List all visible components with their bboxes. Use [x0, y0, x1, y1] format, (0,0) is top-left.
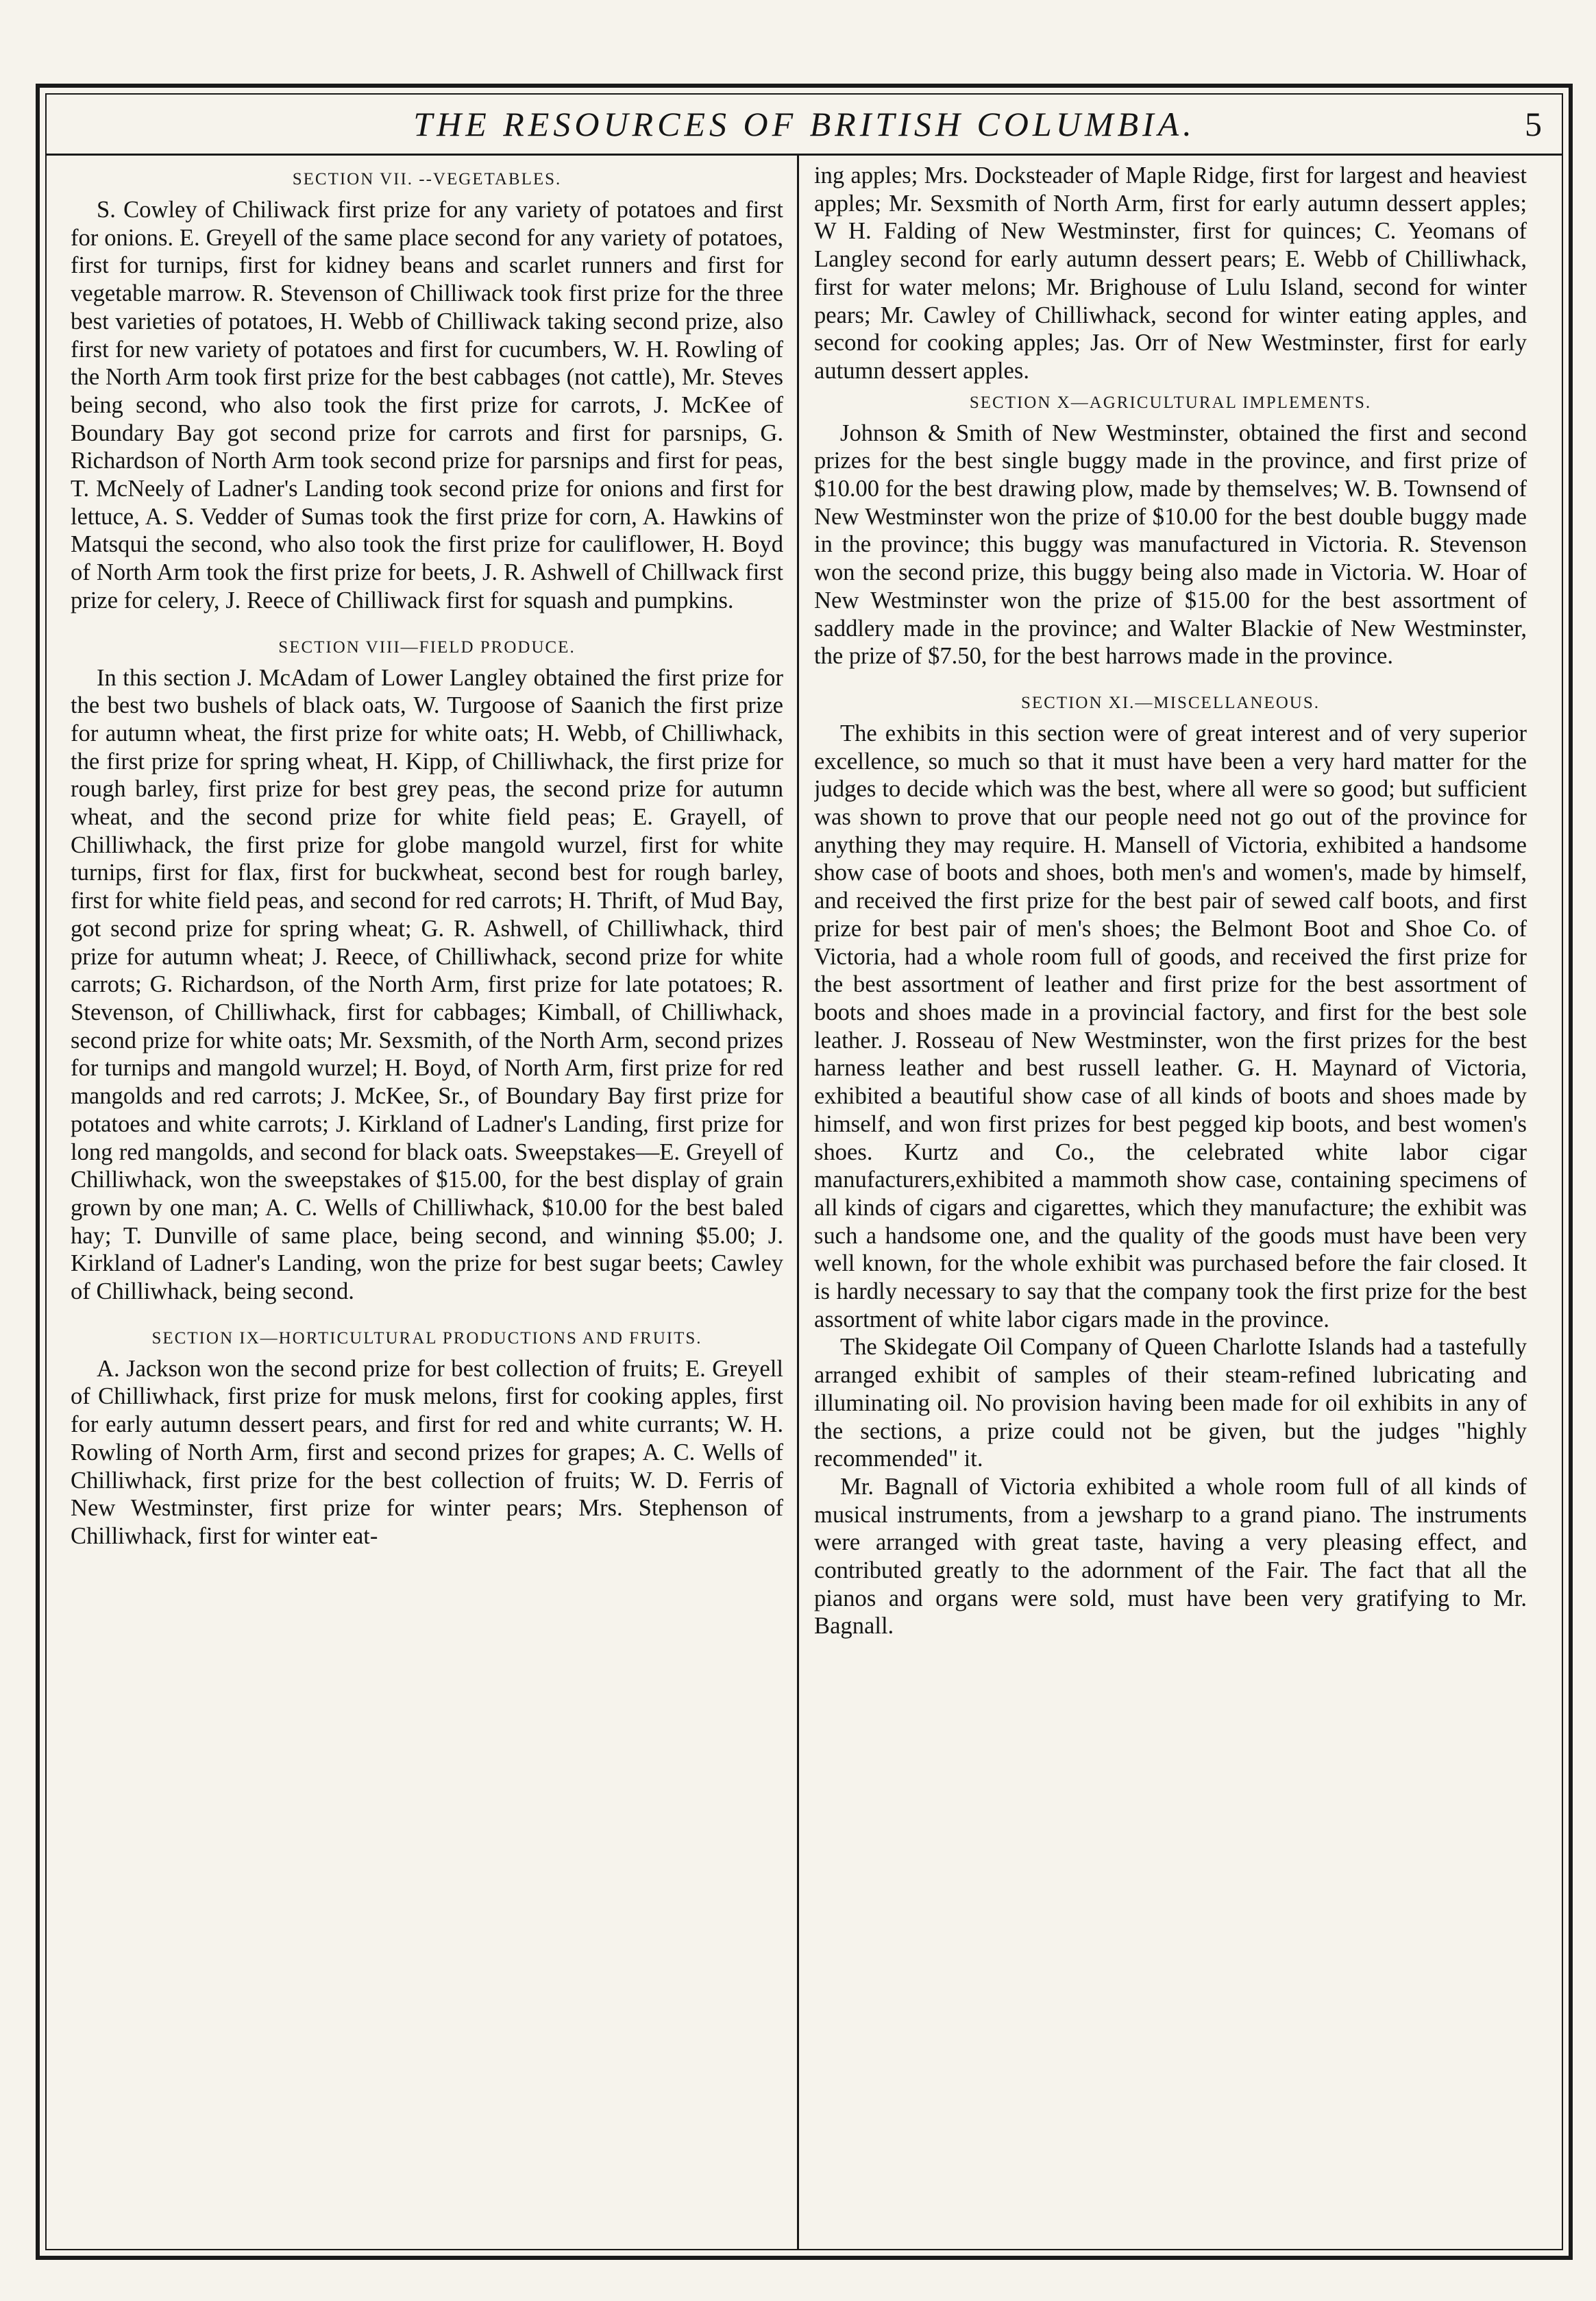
section-text-vegetables: S. Cowley of Chiliwack first prize for any variety of potatoes and first for onions. E. Greyell of the same place second for any variety of potatoes, first for turnips, first for kidney beans and scarlet runners and first for vegetable marrow. R. Stevenson of Chilliwack took first prize for the three best varieties of potatoes, H. Webb of Chilliwack taking second prize, also first for new variety of potatoes and first for cucumbers, W. H. Rowling of the North Arm took first prize for the best cabbages (not cattle), Mr. Steves being second, who also took the first prize for carrots, J. McKee of Boundary Bay got second prize for carrots and first for parsnips, G. Richardson of North Arm took second prize for parsnips and first for peas, T. McNeely of Ladner's Landing took second prize for onions and first for lettuce, A. S. Vedder of Sumas took the first prize for corn, A. Hawkins of Matsqui the second, who also took the first prize for cauliflower, H. Boyd of North Arm took the first prize for beets, J. R. Ashwell of Chillwack first prize for celery, J. Reece of Chilliwack first for squash and pumpkins.: [71, 197, 783, 613]
section-heading-horticultural: SECTION IX—HORTICULTURAL PRODUCTIONS AND FRUITS.: [151, 1328, 702, 1348]
section-heading-miscellaneous: SECTION XI.—MISCELLANEOUS.: [1020, 693, 1321, 712]
section-text-horticultural-continued: ing apples; Mrs. Docksteader of Maple Ridge, first for largest and heaviest apples; Mr. Sexsmith of North Arm, first for early autumn dessert apples; W H. Falding of New Westminster, first for quinces; C. Yeomans of Langley second for early autumn dessert pears; E. Webb of Chilliwhack, first for water melons; Mr. Brighouse of Lulu Island, second for winter pears; Mr. Cawley of Chilliwhack, second for winter eating apples, and second for cooking apples; Jas. Orr of New Westminster, first for early autumn dessert apples.: [814, 162, 1527, 384]
left-column: [71, 162, 783, 2243]
column-divider: [797, 155, 799, 2250]
section-spacer: [71, 615, 783, 630]
section-heading-vegetables: SECTION VII. --VEGETABLES.: [292, 170, 562, 188]
section-heading-agricultural-implements: SECTION X—AGRICULTURAL IMPLEMENTS.: [969, 393, 1372, 412]
section-text-miscellaneous-3: Mr. Bagnall of Victoria exhibited a whole room full of all kinds of musical instruments, from a jewsharp to a grand piano. The instruments were arranged with great taste, having a very pleasing effect, and contributed greatly to the adornment of the Fair. The fact that all the pianos and organs were sold, must have been very gratifying to Mr. Bagnall.: [814, 1473, 1527, 1640]
right-column: [814, 162, 1527, 2243]
section-text-miscellaneous-1: The exhibits in this section were of great interest and of very superior excellence, so much so that it must have been a very hard matter for the judges to decide which was the best, where all were so good; but sufficient was shown to prove that our people need not go out of the province for anything they may require. H. Mansell of Victoria, exhibited a handsome show case of boots and shoes, both men's and women's, made by himself, and received the first prize for the best pair of sewed calf boots, and first prize for best pair of men's shoes; the Belmont Boot and Shoe Co. of Victoria, had a whole room full of goods, and received the first prize for the best assortment of leather and first prize for the best assortment of boots and shoes made in a provincial factory, and first for the best sole leather. J. Rosseau of New Westminster, won the first prizes for the best harness leather and best russell leather. G. H. Maynard of Victoria, exhibited a beautiful show case of all kinds of boots and shoes made by himself, and won first prizes for best pegged kip boots, and best women's shoes. Kurtz and Co., the celebrated white labor cigar manufacturers,exhibited a mammoth show case, containing specimens of all kinds of cigars and cigarettes, which they manufacture; the exhibit was such a handsome one, and the quality of the goods must have been very well known, for the whole exhibit was purchased before the fair closed. It is hardly necessary to say that the company took the first prize for the best assortment of white labor cigars made in the province.: [814, 720, 1527, 1332]
page-header: [55, 101, 1554, 151]
section-text-agricultural-implements: Johnson & Smith of New Westminster, obtained the first and second prizes for the best single buggy made in the province, and first prize of $10.00 for the best drawing plow, made by themselves; W. B. Townsend of New Westminster won the prize of $10.00 for the best double buggy made in the province; this buggy was manufactured in Victoria. R. Stevenson won the second prize, this buggy being also made in Victoria. W. Hoar of New Westminster won the prize of $15.00 for the best assortment of saddlery made in the province; and Walter Blackie of New Westminster, the prize of $7.50, for the best harrows made in the province.: [814, 419, 1527, 670]
section-spacer: [814, 670, 1527, 685]
page-number: 5: [1525, 105, 1542, 143]
section-text-miscellaneous-2: The Skidegate Oil Company of Queen Charlotte Islands had a tastefully arranged exhibit of samples of their steam-refined lubricating and illuminating oil. No provision having been made for oil exhibits in any of the sections, a prize could not be given, but the judges "highly recommended" it.: [814, 1334, 1527, 1472]
running-title: THE RESOURCES OF BRITISH COLUMBIA.: [413, 105, 1196, 143]
header-divider: [45, 154, 1563, 156]
section-spacer: [71, 1306, 783, 1321]
section-heading-field-produce: SECTION VIII—FIELD PRODUCE.: [278, 637, 576, 657]
section-text-field-produce: In this section J. McAdam of Lower Langley obtained the first prize for the best two bushels of black oats, W. Turgoose of Saanich the first prize for autumn wheat, the first prize for white oats; H. Webb, of Chilliwhack, the first prize for spring wheat, H. Kipp, of Chilliwhack, the first prize for rough barley, first prize for best grey peas, the second prize for autumn wheat, and the second prize for white field peas; E. Grayell, of Chilliwhack, the first prize for globe mangold wurzel, first for white turnips, first for flax, first for buckwheat, second best for rough barley, first for white field peas, and second for red carrots; H. Thrift, of Mud Bay, got second prize for spring wheat; G. R. Ashwell, of Chilliwhack, third prize for autumn wheat; J. Reece, of Chilliwhack, second prize for white carrots; G. Richardson, of the North Arm, first prize for late potatoes; R. Stevenson, of Chilliwhack, first for cabbages; Kimball, of Chilliwhack, second prize for white oats; Mr. Sexsmith, of the North Arm, second prizes for turnips and mangold wurzel; H. Boyd, of North Arm, first prize for red mangolds and red carrots; J. McKee, Sr., of Boundary Bay first prize for potatoes and white carrots; J. Kirkland of Ladner's Landing, first prize for long red mangolds, and second for black oats. Sweepstakes—E. Greyell of Chilliwhack, won the sweepstakes of $15.00, for the best display of grain grown by one man; A. C. Wells of Chilliwhack, $10.00 for the best baled hay; T. Dunville of same place, being second, and winning $5.00; J. Kirkland of Ladner's Landing, won the prize for best sugar beets; Cawley of Chilliwhack, being second.: [71, 664, 783, 1305]
section-text-horticultural: A. Jackson won the second prize for best collection of fruits; E. Greyell of Chilliwhack, first prize for musk melons, first for cooking apples, first for early autumn dessert pears, and first for red and white currants; W. H. Rowling of North Arm, first and second prizes for grapes; A. C. Wells of Chilliwhack, first prize for the best collection of fruits; W. D. Ferris of New Westminster, first prize for winter pears; Mrs. Stephenson of Chilliwhack, first for winter eat-: [71, 1355, 783, 1549]
